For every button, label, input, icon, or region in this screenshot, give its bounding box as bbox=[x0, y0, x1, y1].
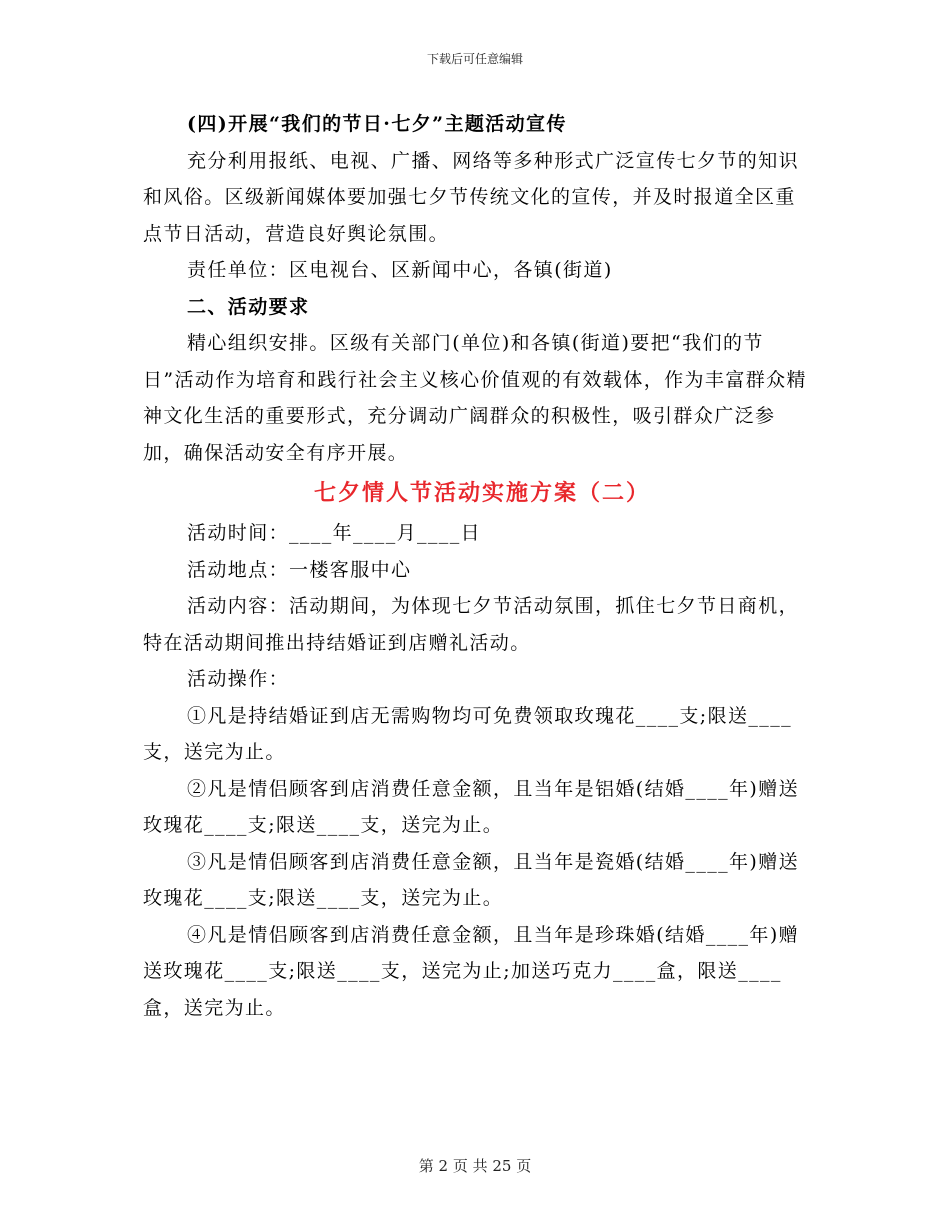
paragraph-activity-content: 活动内容：活动期间，为体现七夕节活动氛围，抓住七夕节日商机，特在活动期间推出持结婚证到店赠礼活动。 bbox=[143, 595, 800, 654]
list-item-4: ④凡是情侣顾客到店消费任意金额，且当年是珍珠婚(结婚____年)赠送玫瑰花____支;限送____支，送完为止;加送巧克力____盒，限送____盒，送完为止。 bbox=[143, 923, 800, 1019]
list-item-1: ①凡是持结婚证到店无需购物均可免费领取玫瑰花____支;限送____支，送完为止。 bbox=[143, 704, 793, 763]
document-title: 七夕情人节活动实施方案（二） bbox=[313, 480, 650, 506]
page-footer: 第 2 页 共 25 页 bbox=[418, 1157, 532, 1175]
paragraph-activity-time: 活动时间：____年____月____日 bbox=[187, 522, 482, 544]
list-item-3: ③凡是情侣顾客到店消费任意金额，且当年是瓷婚(结婚____年)赠送玫瑰花____支;限送____支，送完为止。 bbox=[143, 850, 800, 909]
section-heading-requirements: 二、活动要求 bbox=[187, 295, 310, 318]
paragraph-publicity: 充分利用报纸、电视、广播、网络等多种形式广泛宣传七夕节的知识和风俗。区级新闻媒体要加强七夕节传统文化的宣传，并及时报道全区重点节日活动，营造良好舆论氛围。 bbox=[143, 149, 800, 245]
paragraph-requirements: 精心组织安排。区级有关部门(单位)和各镇(街道)要把“我们的节日”活动作为培育和践行社会主义核心价值观的有效载体，作为丰富群众精神文化生活的重要形式，充分调动广阔群众的积极性，吸引群众广泛参加，确保活动安全有序开展。 bbox=[143, 332, 807, 464]
paragraph-activity-operation: 活动操作： bbox=[187, 668, 290, 690]
section-heading-publicity: (四)开展“我们的节日·七夕”主题活动宣传 bbox=[187, 113, 567, 135]
paragraph-responsible-units: 责任单位：区电视台、区新闻中心，各镇(街道) bbox=[187, 259, 613, 281]
document-body bbox=[143, 106, 813, 1026]
page-header: 下载后可任意编辑 bbox=[426, 52, 523, 66]
list-item-2: ②凡是情侣顾客到店消费任意金额，且当年是铝婚(结婚____年)赠送玫瑰花____支;限送____支，送完为止。 bbox=[143, 777, 800, 836]
paragraph-activity-location: 活动地点：一楼客服中心 bbox=[187, 558, 412, 581]
